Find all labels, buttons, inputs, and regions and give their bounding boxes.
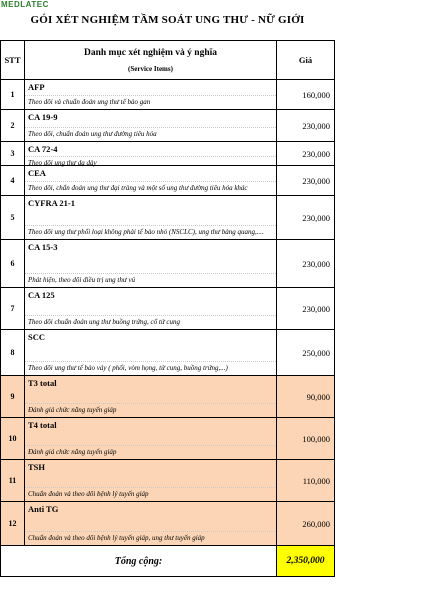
row-item bbox=[25, 240, 277, 288]
row-price: 230,000 bbox=[277, 166, 335, 196]
row-price: 90,000 bbox=[277, 376, 335, 418]
row-item bbox=[25, 166, 277, 196]
table-row bbox=[1, 110, 335, 142]
total-label: Tổng cộng: bbox=[1, 546, 277, 577]
table-row bbox=[1, 166, 335, 196]
table-row bbox=[1, 142, 335, 166]
table-row bbox=[1, 460, 335, 502]
row-price: 230,000 bbox=[277, 240, 335, 288]
header-price: Giá bbox=[277, 41, 335, 80]
item-name: AFP bbox=[28, 82, 45, 92]
brand-logo: MEDLATEC bbox=[1, 0, 49, 9]
row-price: 160,000 bbox=[277, 80, 335, 110]
row-stt: 4 bbox=[1, 166, 25, 196]
row-stt: 5 bbox=[1, 196, 25, 240]
row-item bbox=[25, 460, 277, 502]
table-row bbox=[1, 196, 335, 240]
row-stt: 7 bbox=[1, 288, 25, 330]
row-stt: 10 bbox=[1, 418, 25, 460]
item-description: Chuẩn đoán và theo dõi bệnh lý tuyến giáp, ung thư tuyến giáp bbox=[25, 531, 276, 545]
row-stt: 8 bbox=[1, 330, 25, 376]
row-price: 230,000 bbox=[277, 196, 335, 240]
table-row bbox=[1, 80, 335, 110]
row-price: 230,000 bbox=[277, 110, 335, 142]
table-row bbox=[1, 502, 335, 546]
item-description: Chuẩn đoán và theo dõi bệnh lý tuyến giáp bbox=[25, 487, 276, 501]
item-name: CEA bbox=[28, 168, 46, 178]
item-description: Theo dõi chuẩn đoán ung thư buồng trứng, cổ tử cung bbox=[25, 315, 276, 329]
item-name: TSH bbox=[28, 462, 46, 472]
row-price: 110,000 bbox=[277, 460, 335, 502]
table-row bbox=[1, 240, 335, 288]
item-name: SCC bbox=[28, 332, 46, 342]
row-stt: 6 bbox=[1, 240, 25, 288]
item-description: Theo dõi ung thư tế bào vảy ( phổi, vòm họng, tử cung, buồng trứng,...) bbox=[25, 361, 276, 375]
row-item bbox=[25, 288, 277, 330]
row-stt: 9 bbox=[1, 376, 25, 418]
header-category-label: Danh mục xét nghiệm và ý nghĩa bbox=[83, 47, 217, 58]
row-price: 100,000 bbox=[277, 418, 335, 460]
header-category-sub: (Service Items) bbox=[128, 64, 173, 73]
item-name: CA 19-9 bbox=[28, 112, 58, 122]
table-row bbox=[1, 288, 335, 330]
item-name: CA 125 bbox=[28, 290, 55, 300]
total-row bbox=[1, 546, 335, 577]
row-price: 230,000 bbox=[277, 142, 335, 166]
row-price: 260,000 bbox=[277, 502, 335, 546]
row-stt: 3 bbox=[1, 142, 25, 166]
item-name: CYFRA 21-1 bbox=[28, 198, 75, 208]
row-item bbox=[25, 376, 277, 418]
row-stt: 1 bbox=[1, 80, 25, 110]
row-item bbox=[25, 110, 277, 142]
total-value: 2,350,000 bbox=[277, 546, 335, 577]
row-item bbox=[25, 502, 277, 546]
row-stt: 2 bbox=[1, 110, 25, 142]
item-description: Theo dõi và chuẩn đoán ung thư tế bào gan bbox=[25, 95, 276, 109]
row-item bbox=[25, 196, 277, 240]
table-row bbox=[1, 376, 335, 418]
table-row bbox=[1, 418, 335, 460]
header-stt: STT bbox=[1, 41, 25, 80]
page-title: GÓI XÉT NGHIỆM TẦM SOÁT UNG THƯ - NỮ GIỚI bbox=[30, 14, 305, 26]
row-price: 230,000 bbox=[277, 288, 335, 330]
row-item bbox=[25, 80, 277, 110]
row-item bbox=[25, 142, 277, 166]
price-table bbox=[0, 40, 335, 577]
item-description: Theo dõi ung thư phổi loại không phải tế bào nhỏ (NSCLC), ung thư bàng quang,.... bbox=[25, 225, 276, 239]
header-category bbox=[25, 41, 277, 80]
item-name: CA 15-3 bbox=[28, 242, 58, 252]
row-item bbox=[25, 418, 277, 460]
row-stt: 12 bbox=[1, 502, 25, 546]
item-name: CA 72-4 bbox=[28, 144, 58, 154]
item-description: Theo dõi, chẩn đoán ung thư đại tràng và một số ung thư đường tiêu hóa khác bbox=[25, 181, 276, 195]
row-item bbox=[25, 330, 277, 376]
table-header bbox=[1, 41, 335, 80]
item-description: Đánh giá chức năng tuyến giáp bbox=[25, 445, 276, 459]
item-description: Theo dõi, chuẩn đoán ung thư đường tiêu hóa bbox=[25, 127, 276, 141]
item-description: Theo dõi ung thư dạ dày bbox=[25, 156, 276, 170]
item-name: Anti TG bbox=[28, 504, 59, 514]
table-row bbox=[1, 330, 335, 376]
item-name: T3 total bbox=[28, 378, 57, 388]
row-stt: 11 bbox=[1, 460, 25, 502]
item-description: Đánh giá chức năng tuyến giáp bbox=[25, 403, 276, 417]
item-name: T4 total bbox=[28, 420, 57, 430]
row-price: 250,000 bbox=[277, 330, 335, 376]
item-description: Phát hiện, theo dõi điều trị ung thư vú bbox=[25, 273, 276, 287]
